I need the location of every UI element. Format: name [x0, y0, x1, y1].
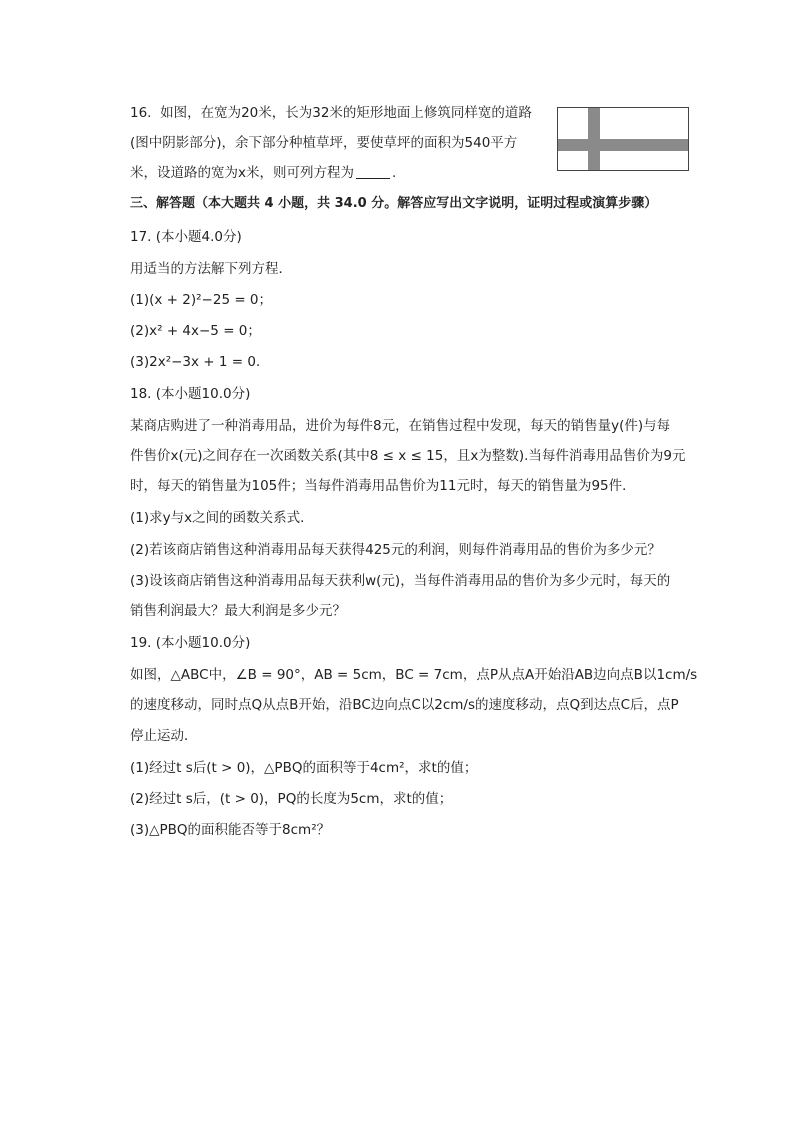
road-figure	[557, 107, 689, 171]
answer-blank	[356, 164, 390, 179]
q17-item-2: (2)x² + 4x−5 = 0；	[130, 323, 261, 339]
q17-item-1: (1)(x + 2)²−25 = 0；	[130, 292, 273, 308]
q18-header: 18. (本小题10.0分)	[130, 386, 251, 402]
q17-intro: 用适当的方法解下列方程．	[130, 261, 292, 277]
q19-line-2: 的速度移动，同时点Q从点B开始，沿BC边向点C以2cm/s的速度移动，点Q到达点C后，点P	[130, 697, 679, 713]
q19-line-3: 停止运动．	[130, 728, 198, 744]
q18-part-3-cont: 销售利润最大？最大利润是多少元？	[130, 603, 346, 619]
q18-part-1: (1)求y与x之间的函数关系式．	[130, 510, 314, 526]
q16-line1	[130, 103, 532, 123]
q18-part-3: (3)设该商店销售这种消毒用品每天获利w(元)，当每件消毒用品的售价为多少元时，每天的	[130, 573, 671, 589]
q16-text-3-end: .	[392, 165, 397, 181]
q19-header: 19. (本小题10.0分)	[130, 635, 251, 651]
q18-line-2: 件售价x(元)之间存在一次函数关系(其中8 ≤ x ≤ 15，且x为整数).当每件消毒用品售价为9元	[130, 448, 686, 464]
q17-header: 17. (本小题4.0分)	[130, 229, 242, 245]
q16-line3	[130, 163, 396, 183]
q19-part-2: (2)经过t s后，(t > 0)，PQ的长度为5cm，求t的值；	[130, 791, 453, 807]
q17-item-3: (3)2x²−3x + 1 = 0．	[130, 354, 270, 370]
q16-text-1: 如图，在宽为20米，长为32米的矩形地面上修筑同样宽的道路	[160, 105, 532, 121]
q16-line2: (图中阴影部分)，余下部分种植草坪，要使草坪的面积为540平方	[130, 135, 518, 151]
q19-part-1: (1)经过t s后(t > 0)，△PBQ的面积等于4cm²，求t的值；	[130, 760, 478, 776]
road-diagram	[557, 107, 689, 171]
horizontal-road	[558, 139, 688, 151]
section3-heading: 三、解答题（本大题共 4 小题，共 34.0 分。解答应写出文字说明，证明过程或演算步骤）	[130, 196, 658, 211]
q18-part-2: (2)若该商店销售这种消毒用品每天获得425元的利润，则每件消毒用品的售价为多少元？	[130, 542, 661, 558]
q16-number: 16.	[130, 105, 152, 121]
q19-part-3: (3)△PBQ的面积能否等于8cm²？	[130, 822, 331, 838]
q19-line-1: 如图，△ABC中，∠B = 90°，AB = 5cm，BC = 7cm，点P从点A开始沿AB边向点B以1cm/s	[130, 667, 698, 683]
q16-text-3: 米，设道路的宽为x米，则可列方程为	[130, 165, 354, 181]
vertical-road	[588, 108, 600, 170]
q18-line-3: 时，每天的销售量为105件；当每件消毒用品售价为11元时，每天的销售量为95件．	[130, 478, 636, 494]
q18-line-1: 某商店购进了一种消毒用品，进价为每件8元，在销售过程中发现，每天的销售量y(件)与每	[130, 418, 671, 434]
